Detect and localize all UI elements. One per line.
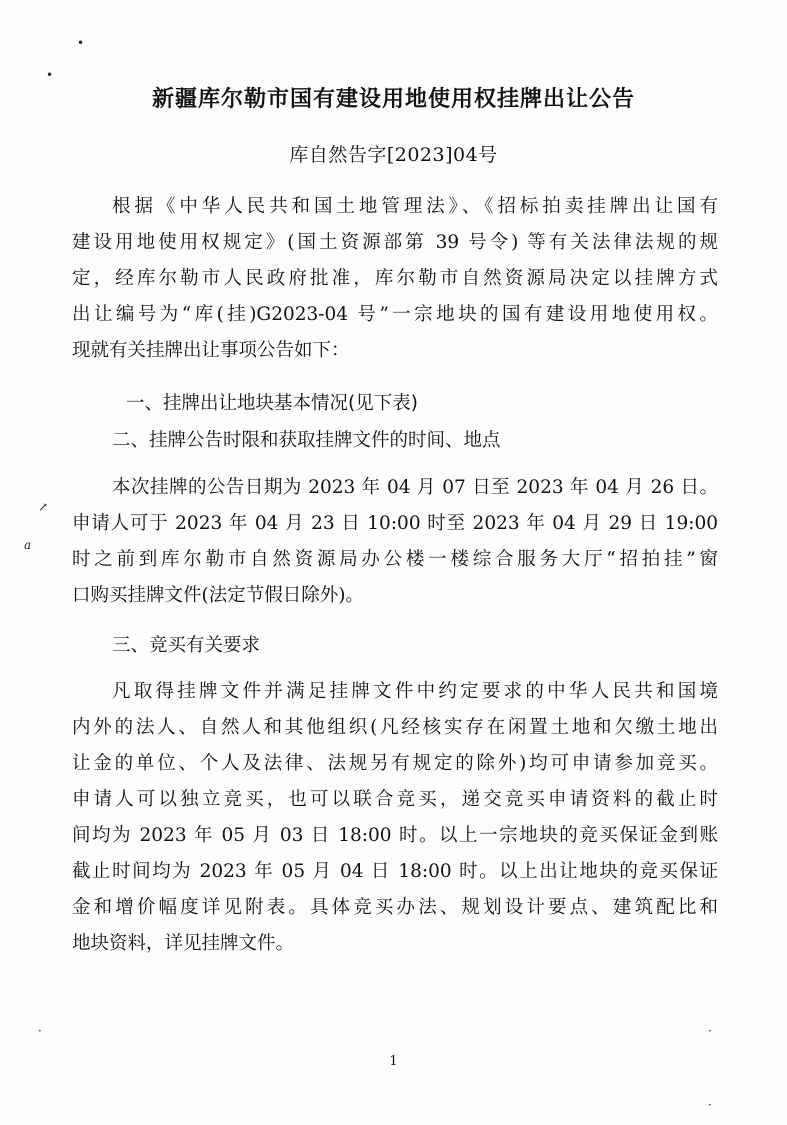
- paragraph-line: 金和增价幅度详见附表。具体竞买办法、规划设计要点、建筑配比和: [72, 897, 718, 918]
- paragraph-line: 内外的法人、自然人和其他组织(凡经核实存在闲置土地和欠缴土地出: [72, 717, 718, 738]
- paragraph-line: 本次挂牌的公告日期为 2023 年 04 月 07 日至 2023 年 04 月 26 日。: [112, 477, 718, 498]
- paragraph-line: 截止时间均为 2023 年 05 月 04 日 18:00 时。以上出让地块的竞买保证: [72, 861, 718, 882]
- document-title: 新疆库尔勒市国有建设用地使用权挂牌出让公告: [151, 87, 635, 112]
- section-heading: 三、竞买有关要求: [112, 635, 261, 656]
- margin-mark: a: [24, 538, 32, 552]
- paragraph-line: 时之前到库尔勒市自然资源局办公楼一楼综合服务大厅“招拍挂”窗: [72, 549, 718, 570]
- paragraph-line: 建设用地使用权规定》(国土资源部第 39 号令) 等有关法律法规的规: [72, 232, 718, 253]
- paragraph-line: 间均为 2023 年 05 月 03 日 18:00 时。以上一宗地块的竞买保证金到账: [72, 825, 718, 846]
- margin-mark: •: [77, 36, 85, 50]
- paragraph-line: 根据《中华人民共和国土地管理法》、《招标拍卖挂牌出让国有: [112, 196, 718, 217]
- section-heading: 二、挂牌公告时限和获取挂牌文件的时间、地点: [112, 430, 501, 451]
- paragraph-line: 让金的单位、个人及法律、法规另有规定的除外)均可申请参加竞买。: [72, 753, 718, 774]
- margin-mark: ·: [38, 1024, 42, 1038]
- paragraph-line: 口购买挂牌文件(法定节假日除外)。: [72, 585, 364, 606]
- paragraph-line: 出让编号为“库(挂)G2023-04 号”一宗地块的国有建设用地使用权。: [72, 304, 718, 325]
- margin-mark: ↗: [38, 500, 49, 514]
- paragraph-line: 申请人可以独立竞买，也可以联合竞买，递交竞买申请资料的截止时: [72, 789, 718, 810]
- paragraph-line: 定，经库尔勒市人民政府批准，库尔勒市自然资源局决定以挂牌方式: [72, 268, 718, 289]
- paragraph-line: 地块资料，详见挂牌文件。: [72, 933, 295, 954]
- page-number: 1: [389, 1054, 398, 1069]
- section-heading: 一、挂牌出让地块基本情况(见下表): [126, 393, 418, 414]
- document-number: 库自然告字[2023]04号: [289, 144, 498, 166]
- margin-mark: ·: [708, 1098, 712, 1112]
- paragraph-line: 凡取得挂牌文件并满足挂牌文件中约定要求的中华人民共和国境: [112, 681, 718, 702]
- paragraph-line: 现就有关挂牌出让事项公告如下：: [72, 340, 350, 361]
- margin-mark: ·: [708, 1024, 712, 1038]
- paragraph-line: 申请人可于 2023 年 04 月 23 日 10:00 时至 2023 年 04 月 29 日 19:00: [72, 513, 718, 534]
- margin-mark: •: [46, 68, 54, 82]
